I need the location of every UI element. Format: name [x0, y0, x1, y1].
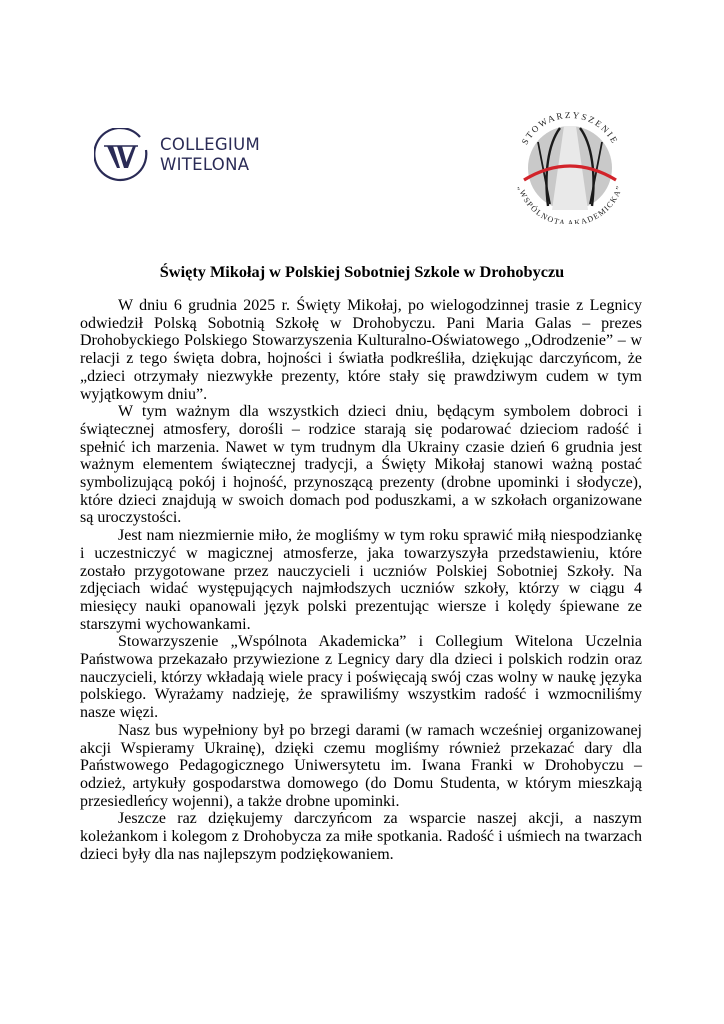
- logo-arc-bottom-text: „WSPÓLNOTA AKADEMICKA”: [516, 184, 624, 224]
- collegium-witelona-logo: [94, 128, 264, 184]
- logo-arc-top-text: STOWARZYSZENIE: [519, 109, 621, 147]
- paragraph-3: Jest nam niezmiernie miło, że mogliśmy w tym roku sprawić miłą niespodziankę i uczestniczyć w magicznej atmosferze, jaka towarzyszyła przedstawieniu, które zostało przygotowane przez nauczycieli i uczniów Polskiej Sobotniej Szkoły. Na zdjęciach widać występujących najmłodszych uczniów szkoły, którzy w ciągu 4 miesięcy nauki opanowali język polski prezentując wiersze i kolędy śpiewane ze starszymi wychowankami.: [80, 527, 642, 633]
- paragraph-2: W tym ważnym dla wszystkich dzieci dniu, będącym symbolem dobroci i świątecznej atmosfery, dorośli – rodzice starają się podarować dzieciom radość i spełnić ich marzenia. Nawet w tym trudnym dla Ukrainy czasie dzień 6 grudnia jest ważnym elementem świątecznej tradycji, a Święty Mikołaj stanowi ważną postać symbolizującą pokój i hojność, przynoszącą prezenty (drobne upominki i słodycze), które dzieci znajdują w swoich domach pod poduszkami, a w szkołach organizowane są uroczystości.: [80, 403, 642, 527]
- document-title: Święty Mikołaj w Polskiej Sobotniej Szkole w Drohobyczu: [159, 262, 565, 281]
- paragraph-6: Jeszcze raz dziękujemy darczyńcom za wsparcie naszej akcji, a naszym koleżankom i kolegom z Drohobycza za miłe spotkania. Radość i uśmiech na twarzach dzieci były dla nas najlepszym podziękowaniem.: [80, 810, 642, 863]
- document-body: [80, 297, 642, 864]
- collegium-witelona-wordmark: [160, 135, 260, 175]
- paragraph-1: W dniu 6 grudnia 2025 r. Święty Mikołaj, po wielogodzinnej trasie z Legnicy odwiedził Polską Sobotnią Szkołę w Drohobyczu. Pani Maria Galas – prezes Drohobyckiego Polskiego Stowarzyszenia Kulturalno-Oświatowego „Odrodzenie” – w relacji z tego święta dobra, hojności i światła podkreśliła, dziękując darczyńcom, że „dzieci otrzymały niezwykłe prezenty, które stały się prawdziwym cudem w tym wyjątkowym dniu”.: [80, 297, 642, 403]
- wspolnota-akademicka-logo: [504, 104, 636, 224]
- paragraph-5: Nasz bus wypełniony był po brzegi darami (w ramach wcześniej organizowanej akcji Wspieramy Ukrainę), dzięki czemu mogliśmy również przekazać dary dla Państwowego Pedagogicznego Uniwersytetu im. Iwana Franki w Drohobyczu – odzież, artykuły gospodarstwa domowego (do Domu Studenta, w którym mieszkają przesiedleńcy wojenni), a także drobne upominki.: [80, 721, 642, 810]
- logo-line-1: COLLEGIUM: [160, 135, 260, 154]
- wspolnota-akademicka-emblem-icon: [504, 104, 636, 224]
- logo-line-2: WITELONA: [160, 155, 250, 174]
- collegium-witelona-emblem-icon: [94, 128, 154, 184]
- paragraph-4: Stowarzyszenie „Wspólnota Akademicka” i Collegium Witelona Uczelnia Państwowa przekazało przywiezione z Legnicy dary dla dzieci i polskich rodzin oraz nauczycieli, którzy wkładają wiele pracy i poświęcają swój czas wolny w naukę języka polskiego. Wyrażamy nadzieję, że sprawiliśmy wszystkim radość i wzmocniliśmy nasze więzi.: [80, 633, 642, 722]
